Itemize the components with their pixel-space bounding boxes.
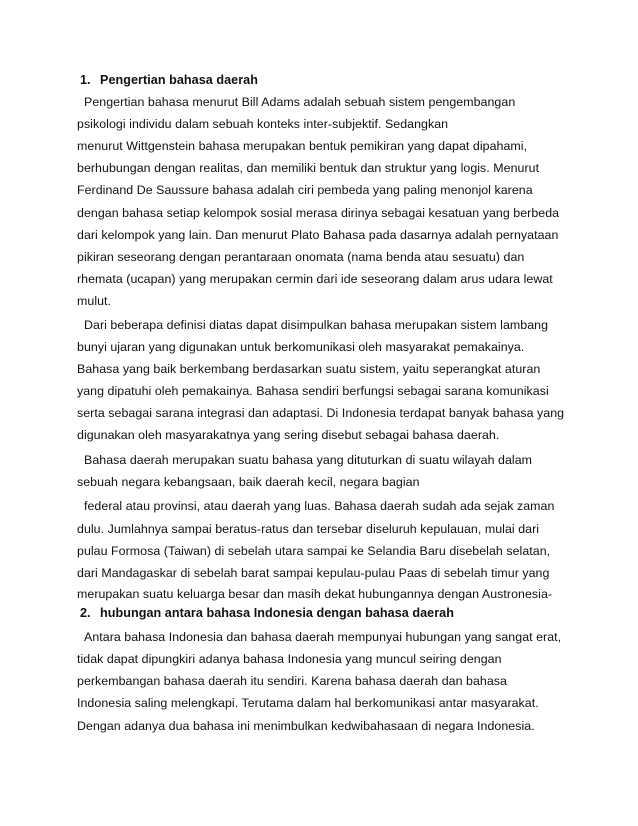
paragraph-line: Pengertian bahasa menurut Bill Adams adalah sebuah sistem pengembangan [84, 95, 516, 109]
paragraph-line: bunyi ujaran yang digunakan untuk berkomunikasi oleh masyarakat pemakainya. [77, 340, 525, 354]
paragraph-line: Ferdinand De Saussure bahasa adalah ciri pembeda yang paling menonjol karena [77, 183, 533, 197]
paragraph-line: federal atau provinsi, atau daerah yang luas. Bahasa daerah sudah ada sejak zaman [84, 499, 555, 513]
paragraph-line: mulut. [77, 294, 112, 308]
paragraph-line: Bahasa daerah merupakan suatu bahasa yang dituturkan di suatu wilayah dalam [84, 453, 533, 467]
paragraph-line: Dari beberapa definisi diatas dapat disimpulkan bahasa merupakan sistem lambang [84, 318, 549, 332]
section-1-number: 1. [80, 73, 91, 87]
section-1-title: Pengertian bahasa daerah [100, 73, 258, 87]
paragraph-line: pulau Formosa (Taiwan) di sebelah utara sampai ke Selandia Baru disebelah selatan, [77, 544, 551, 558]
paragraph-line: Antara bahasa Indonesia dan bahasa daerah mempunyai hubungan yang sangat erat, [84, 630, 562, 644]
paragraph-line: digunakan oleh masyarakatnya yang sering disebut sebagai bahasa daerah. [77, 428, 500, 442]
section-2-title: hubungan antara bahasa Indonesia dengan bahasa daerah [100, 606, 454, 620]
paragraph-line: Indonesia saling melengkapi. Terutama dalam hal berkomunikasi antar masyarakat. [77, 696, 539, 710]
paragraph-line: rhemata (ucapan) yang merupakan cermin dari ide seseorang dalam arus udara lewat [77, 272, 553, 286]
paragraph-line: sebuah negara kebangsaan, baik daerah kecil, negara bagian [77, 475, 420, 489]
paragraph-line: psikologi individu dalam sebuah konteks inter-subjektif. Sedangkan [77, 117, 449, 131]
paragraph-line: serta sebagai sarana integrasi dan adaptasi. Di Indonesia terdapat banyak bahasa yang [77, 406, 565, 420]
paragraph-line: menurut Wittgenstein bahasa merupakan bentuk pemikiran yang dapat dipahami, [77, 139, 528, 153]
paragraph-line: dari kelompok yang lain. Dan menurut Plato Bahasa pada dasarnya adalah pernyataan [77, 228, 559, 242]
section-1-heading [80, 72, 258, 88]
paragraph-line: dengan bahasa setiap kelompok sosial merasa dirinya sebagai kesatuan yang berbeda [77, 206, 560, 220]
paragraph-line: merupakan suatu keluarga besar dan masih dekat hubungannya dengan Austronesia- [77, 587, 553, 601]
paragraph-line: dulu. Jumlahnya sampai beratus-ratus dan tersebar diseluruh kepulauan, mulai dari [77, 522, 540, 536]
paragraph-line: yang dipatuhi oleh pemakainya. Bahasa sendiri berfungsi sebagai sarana komunikasi [77, 384, 549, 398]
paragraph-line: berhubungan dengan realitas, dan memiliki bentuk dan struktur yang logis. Menurut [77, 161, 540, 175]
paragraph-line: Dengan adanya dua bahasa ini menimbulkan kedwibahasaan di negara Indonesia. [77, 719, 535, 733]
paragraph-line: perkembangan bahasa daerah itu sendiri. Karena bahasa daerah dan bahasa [77, 674, 507, 688]
section-2-heading [80, 605, 454, 621]
paragraph-line: tidak dapat dipungkiri adanya bahasa Indonesia yang muncul seiring dengan [77, 652, 502, 666]
paragraph-line: pikiran seseorang dengan perantaraan onomata (nama benda atau sesuatu) dan [77, 250, 525, 264]
paragraph-line: dari Mandagaskar di sebelah barat sampai kepulau-pulau Paas di sebelah timur yang [77, 566, 550, 580]
section-2-number: 2. [80, 606, 91, 620]
paragraph-line: Bahasa yang baik berkembang berdasarkan suatu sistem, yaitu seperangkat aturan [77, 362, 541, 376]
